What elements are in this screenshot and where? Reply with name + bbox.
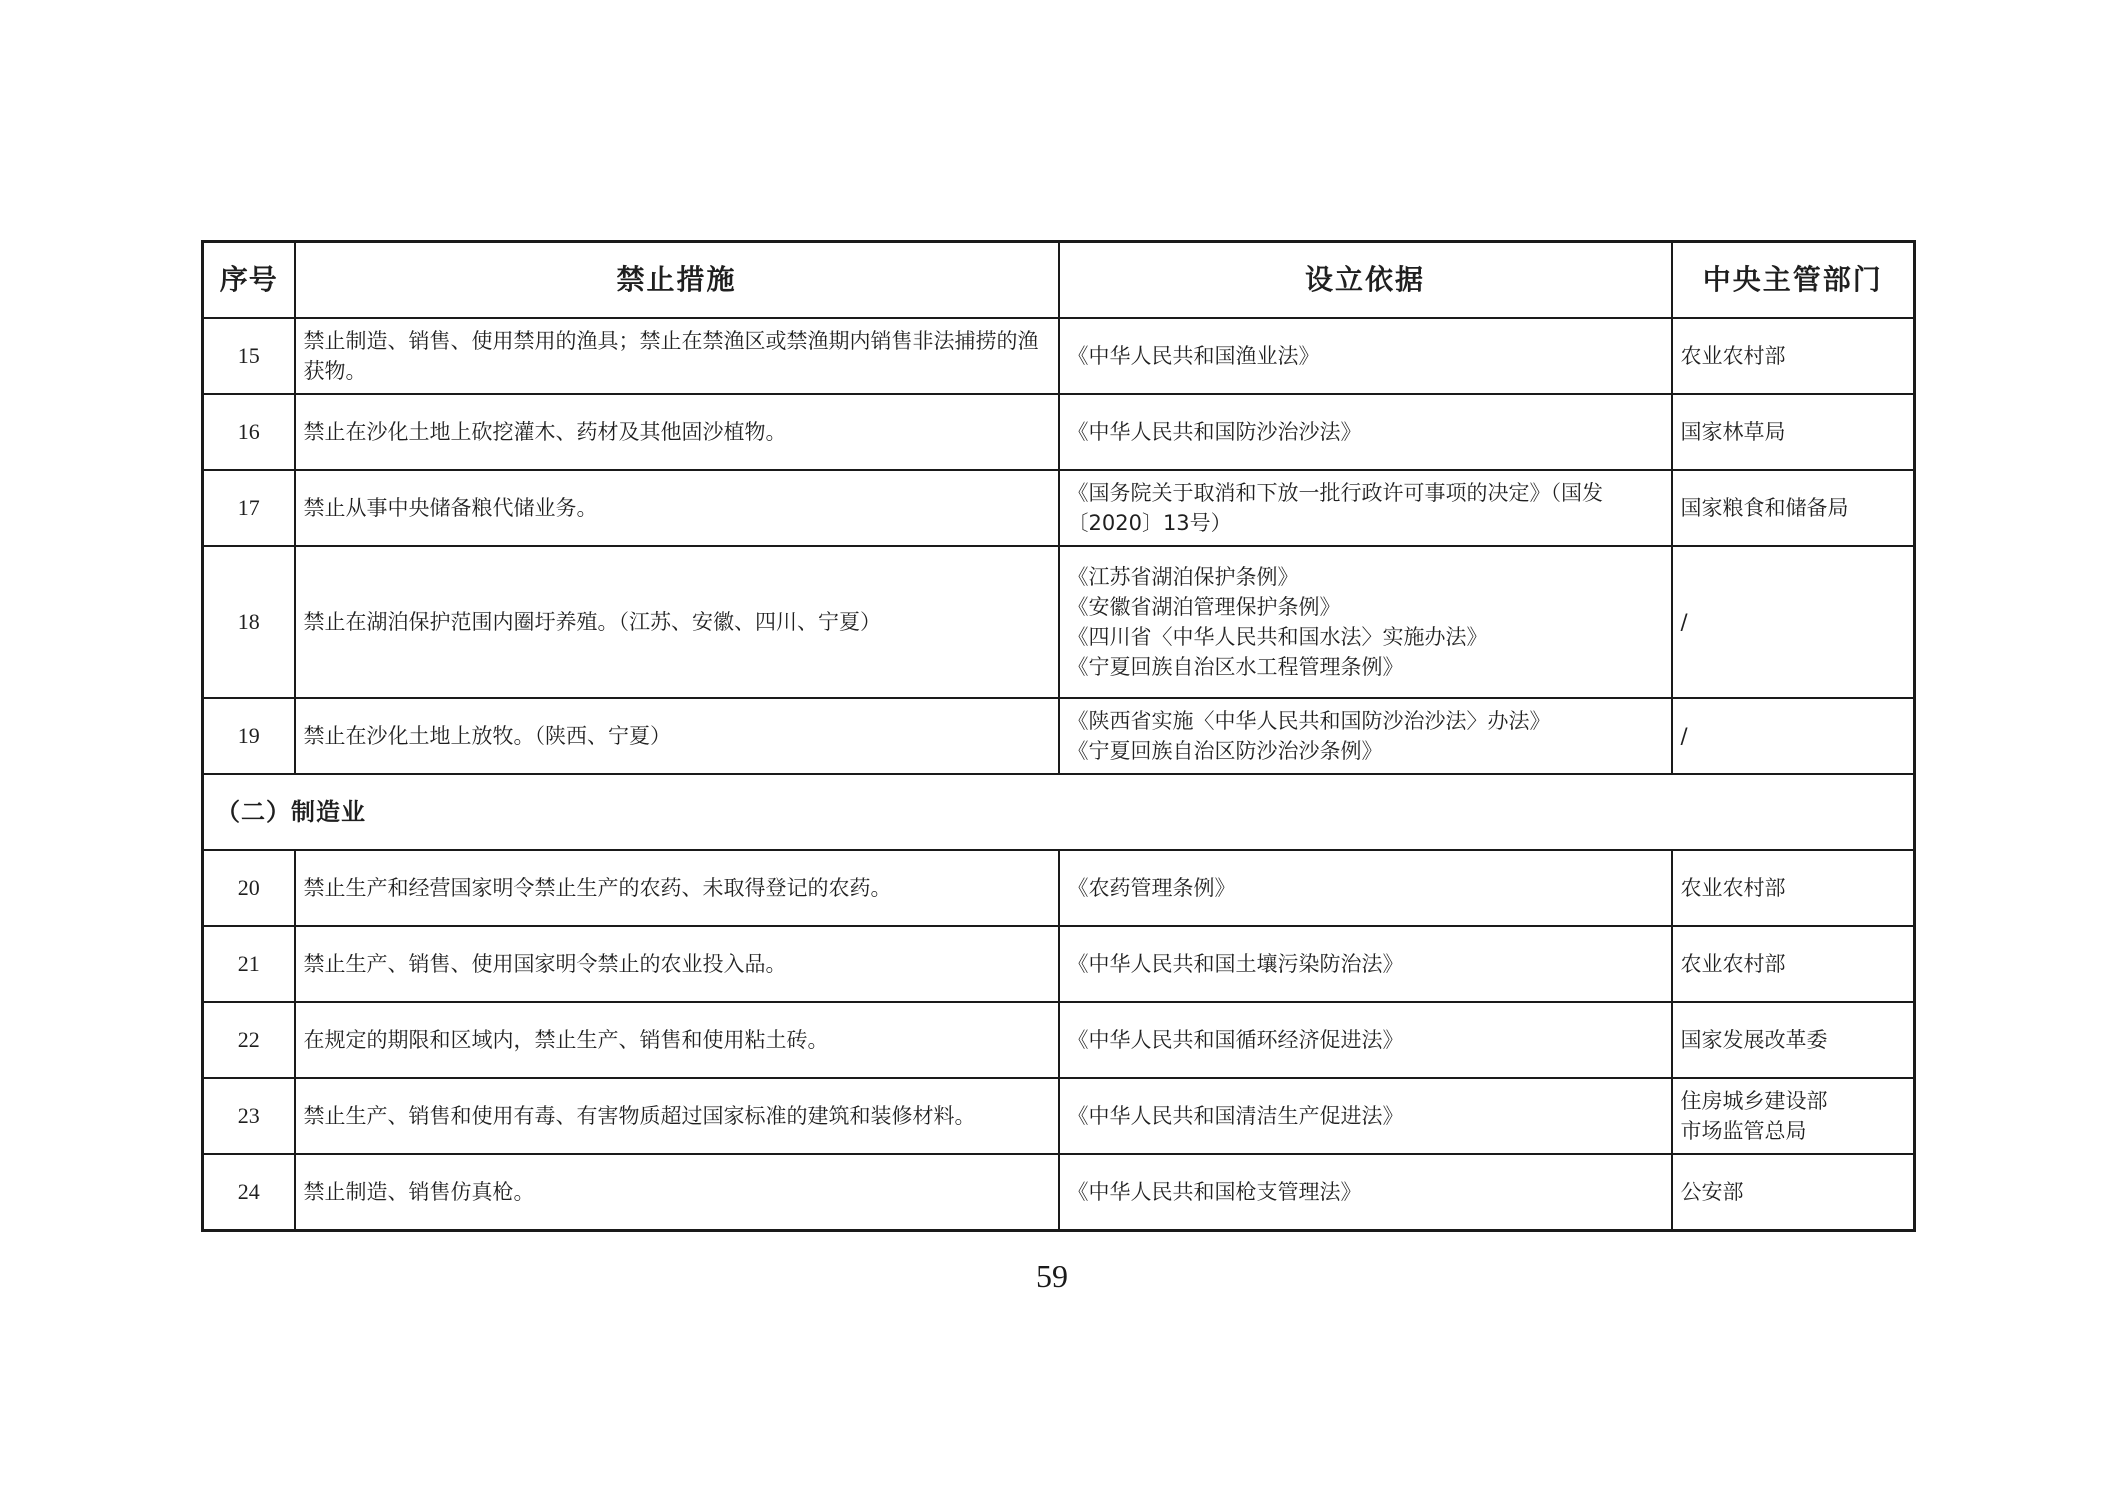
table-row (203, 698, 1915, 774)
row-num: 21 (203, 926, 295, 1002)
table-row (203, 926, 1915, 1002)
page-number: 59 (1036, 1258, 1068, 1294)
row-measure: 禁止制造、销售仿真枪。 (295, 1154, 1059, 1231)
dept-line: 国家发展改革委 (1680, 1028, 1828, 1052)
dept-line: / (1680, 610, 1688, 634)
row-dept (1672, 926, 1915, 1002)
row-basis (1059, 926, 1672, 1002)
row-measure: 禁止从事中央储备粮代储业务。 (295, 470, 1059, 546)
dept-line: 农业农村部 (1680, 344, 1786, 368)
row-measure: 禁止在沙化土地上砍挖灌木、药材及其他固沙植物。 (295, 394, 1059, 470)
row-measure: 禁止在湖泊保护范围内圈圩养殖。（江苏、安徽、四川、宁夏） (295, 546, 1059, 698)
row-dept (1672, 318, 1915, 394)
header-dept: 中央主管部门 (1672, 242, 1915, 319)
basis-line: 《宁夏回族自治区防沙治沙条例》 (1067, 739, 1383, 763)
row-basis (1059, 318, 1672, 394)
row-dept (1672, 850, 1915, 926)
dept-line: 住房城乡建设部 (1680, 1089, 1828, 1113)
row-basis (1059, 1078, 1672, 1154)
row-basis (1059, 470, 1672, 546)
row-num: 19 (203, 698, 295, 774)
row-measure: 禁止生产、销售和使用有毒、有害物质超过国家标准的建筑和装修材料。 (295, 1078, 1059, 1154)
table-row (203, 1154, 1915, 1231)
row-num: 16 (203, 394, 295, 470)
row-measure: 禁止制造、销售、使用禁用的渔具；禁止在禁渔区或禁渔期内销售非法捕捞的渔获物。 (295, 318, 1059, 394)
row-dept (1672, 698, 1915, 774)
row-basis (1059, 850, 1672, 926)
basis-line: 《江苏省湖泊保护条例》 (1067, 565, 1299, 589)
basis-line: 《中华人民共和国循环经济促进法》 (1067, 1028, 1404, 1052)
row-num: 23 (203, 1078, 295, 1154)
row-num: 17 (203, 470, 295, 546)
header-num: 序号 (203, 242, 295, 319)
dept-line: 国家林草局 (1680, 420, 1786, 444)
table-row (203, 394, 1915, 470)
dept-line: 国家粮食和储备局 (1680, 496, 1849, 520)
table-row (203, 318, 1915, 394)
row-basis (1059, 546, 1672, 698)
row-dept (1672, 1078, 1915, 1154)
row-measure: 在规定的期限和区域内，禁止生产、销售和使用粘土砖。 (295, 1002, 1059, 1078)
basis-line: 《国务院关于取消和下放一批行政许可事项的决定》（国发〔2020〕13号） (1067, 481, 1603, 535)
row-basis (1059, 1002, 1672, 1078)
dept-line: 公安部 (1680, 1180, 1744, 1204)
table-row (203, 546, 1915, 698)
dept-line: / (1680, 724, 1688, 748)
row-dept (1672, 546, 1915, 698)
header-basis: 设立依据 (1059, 242, 1672, 319)
row-measure: 禁止生产和经营国家明令禁止生产的农药、未取得登记的农药。 (295, 850, 1059, 926)
row-num: 18 (203, 546, 295, 698)
row-basis (1059, 698, 1672, 774)
basis-line: 《安徽省湖泊管理保护条例》 (1067, 595, 1341, 619)
table-header-row (203, 242, 1915, 319)
table-row (203, 1002, 1915, 1078)
row-dept (1672, 394, 1915, 470)
section-row (203, 774, 1915, 850)
basis-line: 《中华人民共和国渔业法》 (1067, 344, 1320, 368)
basis-line: 《中华人民共和国枪支管理法》 (1067, 1180, 1362, 1204)
row-dept (1672, 1154, 1915, 1231)
basis-line: 《四川省〈中华人民共和国水法〉实施办法》 (1067, 625, 1488, 649)
row-dept (1672, 470, 1915, 546)
row-num: 24 (203, 1154, 295, 1231)
dept-line: 农业农村部 (1680, 876, 1786, 900)
row-dept (1672, 1002, 1915, 1078)
row-basis (1059, 1154, 1672, 1231)
row-measure: 禁止生产、销售、使用国家明令禁止的农业投入品。 (295, 926, 1059, 1002)
row-num: 20 (203, 850, 295, 926)
basis-line: 《农药管理条例》 (1067, 876, 1236, 900)
prohibition-table (201, 240, 1916, 1232)
basis-line: 《宁夏回族自治区水工程管理条例》 (1067, 655, 1404, 679)
basis-line: 《中华人民共和国清洁生产促进法》 (1067, 1104, 1404, 1128)
row-num: 15 (203, 318, 295, 394)
basis-line: 《陕西省实施〈中华人民共和国防沙治沙法〉办法》 (1067, 709, 1551, 733)
table-row (203, 1078, 1915, 1154)
dept-line: 市场监管总局 (1680, 1119, 1807, 1143)
basis-line: 《中华人民共和国防沙治沙法》 (1067, 420, 1362, 444)
header-measure: 禁止措施 (295, 242, 1059, 319)
dept-line: 农业农村部 (1680, 952, 1786, 976)
section-title: （二）制造业 (203, 774, 1915, 850)
row-basis (1059, 394, 1672, 470)
basis-line: 《中华人民共和国土壤污染防治法》 (1067, 952, 1404, 976)
table-row (203, 470, 1915, 546)
table-row (203, 850, 1915, 926)
row-measure: 禁止在沙化土地上放牧。（陕西、宁夏） (295, 698, 1059, 774)
row-num: 22 (203, 1002, 295, 1078)
